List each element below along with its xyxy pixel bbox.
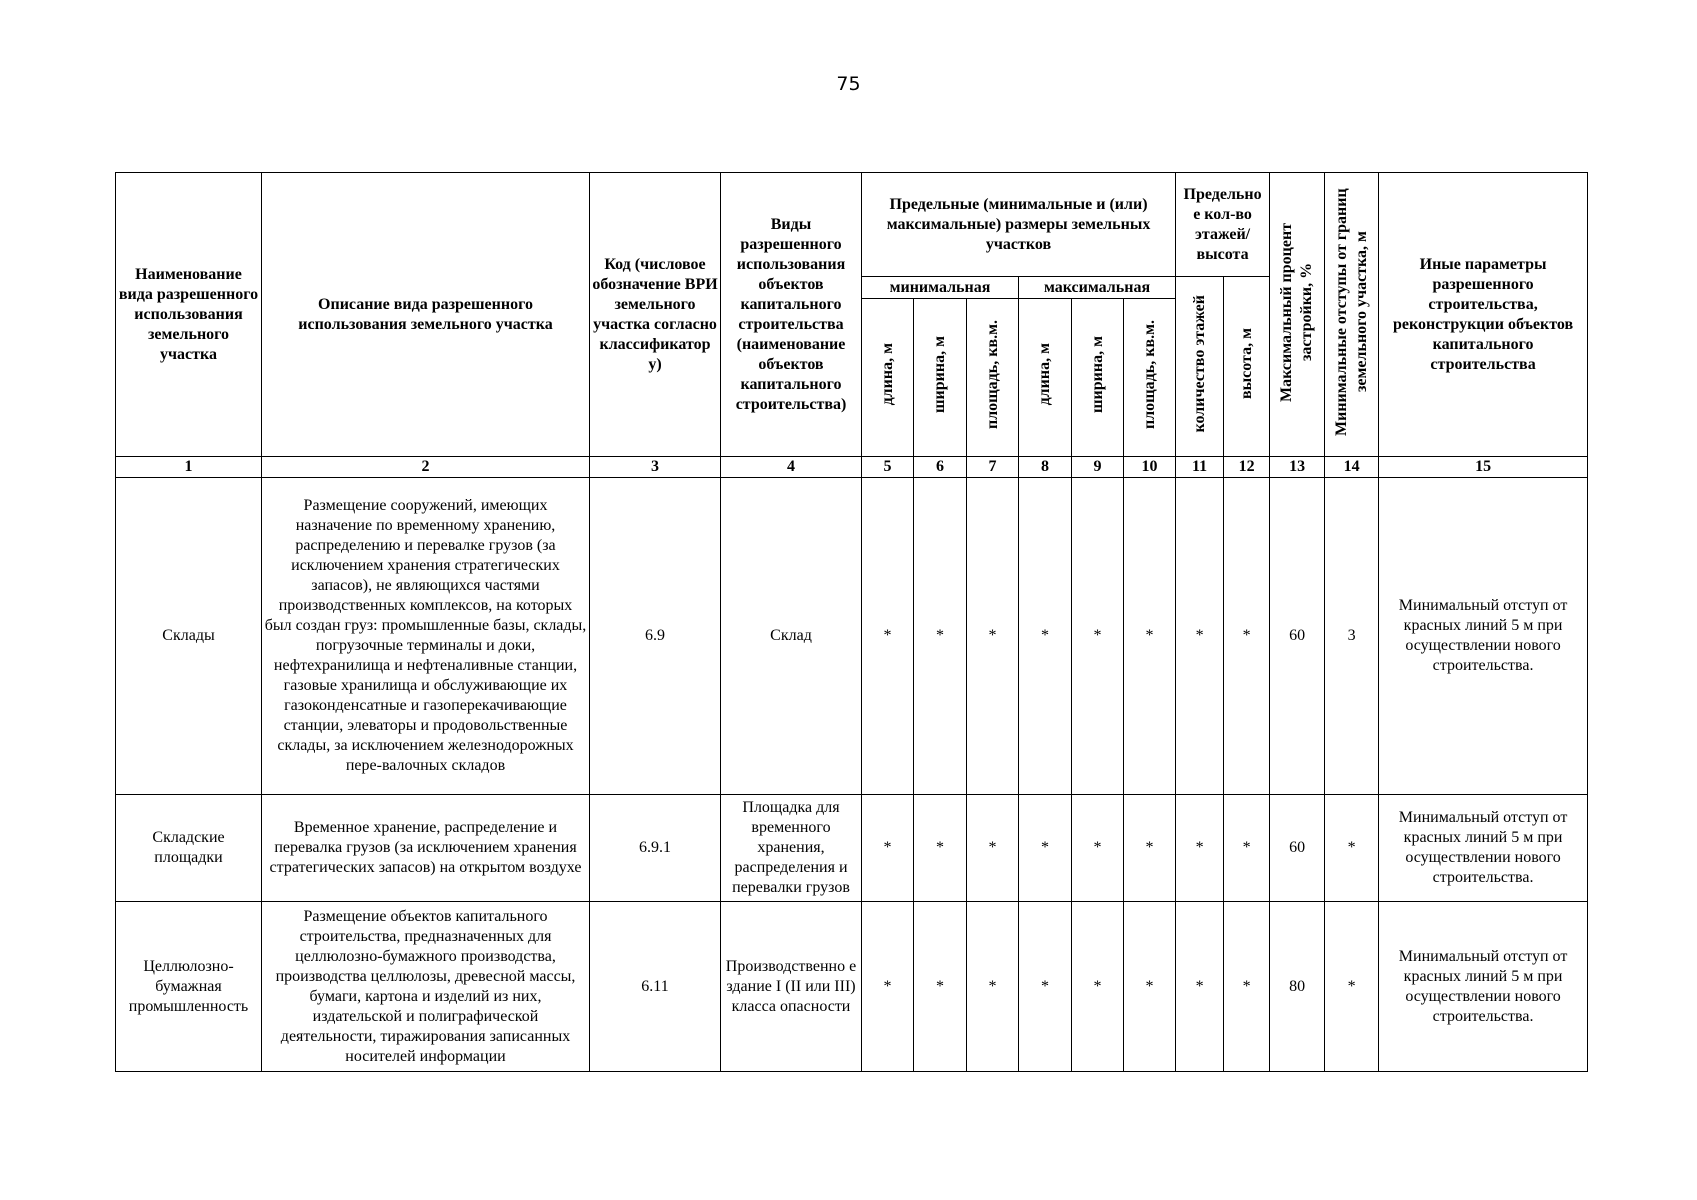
cell-min-length: * xyxy=(862,902,914,1072)
cell-other-params: Минимальный отступ от красных линий 5 м при осуществлении нового строительства. xyxy=(1379,795,1588,902)
cell-objects: Склад xyxy=(721,478,862,795)
cell-min-length: * xyxy=(862,795,914,902)
cell-description: Размещение сооружений, имеющих назначение по временному хранению, распределению и перевалке грузов (за исключением хранения стратегических запасов), не являющихся частями производственных комплексов, на которых был создан груз: промышленные базы, склады, погрузочные терминалы и доки, нефтехранилища и нефтеналивные станции, газовые хранилища и обслуживающие их газоконденсатные и газоперекачивающие станции, элеваторы и продовольственные склады, за исключением железнодорожных пере-валочных складов xyxy=(262,478,590,795)
header-min-width: ширина, м xyxy=(914,299,967,457)
header-min-group: минимальная xyxy=(862,277,1019,299)
col-number: 8 xyxy=(1019,457,1072,478)
header-floors-count: количество этажей xyxy=(1176,277,1224,457)
header-min-setback: Минимальные отступы от границ земельного участка, м xyxy=(1325,173,1379,457)
cell-description: Размещение объектов капитального строительства, предназначенных для целлюлозно-бумажного производства, производства целлюлозы, древесной массы, бумаги, картона и изделий из них, издательской и полиграфической деятельности, тиражирования записанных носителей информации xyxy=(262,902,590,1072)
cell-name: Целлюлозно-бумажная промышленность xyxy=(116,902,262,1072)
header-size-group: Предельные (минимальные и (или) максимальные) размеры земельных участков xyxy=(862,173,1176,277)
header-code: Код (числовое обозначение ВРИ земельного участка согласно классификатор у) xyxy=(590,173,721,457)
col-number: 14 xyxy=(1325,457,1379,478)
cell-max-area: * xyxy=(1124,478,1176,795)
table-row xyxy=(116,478,1588,795)
cell-name: Складские площадки xyxy=(116,795,262,902)
cell-max-width: * xyxy=(1072,478,1124,795)
header-max-area: площадь, кв.м. xyxy=(1124,299,1176,457)
cell-build-percent: 60 xyxy=(1270,795,1325,902)
cell-min-area: * xyxy=(967,795,1019,902)
cell-min-width: * xyxy=(914,795,967,902)
cell-name: Склады xyxy=(116,478,262,795)
cell-min-length: * xyxy=(862,478,914,795)
col-number: 12 xyxy=(1224,457,1270,478)
cell-height: * xyxy=(1224,902,1270,1072)
col-number: 1 xyxy=(116,457,262,478)
cell-setback: * xyxy=(1325,902,1379,1072)
col-number: 7 xyxy=(967,457,1019,478)
col-number: 5 xyxy=(862,457,914,478)
col-number: 15 xyxy=(1379,457,1588,478)
col-number: 6 xyxy=(914,457,967,478)
cell-min-area: * xyxy=(967,902,1019,1072)
header-description: Описание вида разрешенного использования земельного участка xyxy=(262,173,590,457)
cell-max-length: * xyxy=(1019,795,1072,902)
table-row xyxy=(116,795,1588,902)
col-number: 4 xyxy=(721,457,862,478)
cell-min-area: * xyxy=(967,478,1019,795)
cell-max-width: * xyxy=(1072,795,1124,902)
cell-max-area: * xyxy=(1124,795,1176,902)
cell-min-width: * xyxy=(914,478,967,795)
header-floors-group: Предельно е кол-во этажей/ высота xyxy=(1176,173,1270,277)
header-max-build-percent: Максимальный процент застройки, % xyxy=(1270,173,1325,457)
col-number: 2 xyxy=(262,457,590,478)
header-max-width: ширина, м xyxy=(1072,299,1124,457)
cell-min-width: * xyxy=(914,902,967,1072)
column-number-row xyxy=(116,457,1588,478)
cell-max-length: * xyxy=(1019,902,1072,1072)
header-other-params: Иные параметры разрешенного строительства, реконструкции объектов капитального строительства xyxy=(1379,173,1588,457)
cell-setback: * xyxy=(1325,795,1379,902)
cell-code: 6.9.1 xyxy=(590,795,721,902)
cell-code: 6.11 xyxy=(590,902,721,1072)
cell-floors: * xyxy=(1176,795,1224,902)
cell-max-length: * xyxy=(1019,478,1072,795)
header-max-group: максимальная xyxy=(1019,277,1176,299)
cell-other-params: Минимальный отступ от красных линий 5 м при осуществлении нового строительства. xyxy=(1379,478,1588,795)
cell-max-area: * xyxy=(1124,902,1176,1072)
cell-floors: * xyxy=(1176,478,1224,795)
table-row xyxy=(116,902,1588,1072)
cell-floors: * xyxy=(1176,902,1224,1072)
cell-build-percent: 60 xyxy=(1270,478,1325,795)
col-number: 3 xyxy=(590,457,721,478)
cell-code: 6.9 xyxy=(590,478,721,795)
header-objects: Виды разрешенного использования объектов капитального строительства (наименование объектов капитального строительства) xyxy=(721,173,862,457)
cell-max-width: * xyxy=(1072,902,1124,1072)
header-min-area: площадь, кв.м. xyxy=(967,299,1019,457)
cell-setback: 3 xyxy=(1325,478,1379,795)
header-height: высота, м xyxy=(1224,277,1270,457)
col-number: 9 xyxy=(1072,457,1124,478)
col-number: 13 xyxy=(1270,457,1325,478)
page-number: 75 xyxy=(836,73,861,95)
header-name: Наименование вида разрешенного использования земельного участка xyxy=(116,173,262,457)
header-max-length: длина, м xyxy=(1019,299,1072,457)
header-min-length: длина, м xyxy=(862,299,914,457)
col-number: 11 xyxy=(1176,457,1224,478)
cell-objects: Площадка для временного хранения, распределения и перевалки грузов xyxy=(721,795,862,902)
cell-build-percent: 80 xyxy=(1270,902,1325,1072)
cell-height: * xyxy=(1224,795,1270,902)
header-row-1 xyxy=(116,173,1588,277)
col-number: 10 xyxy=(1124,457,1176,478)
cell-height: * xyxy=(1224,478,1270,795)
cell-other-params: Минимальный отступ от красных линий 5 м при осуществлении нового строительства. xyxy=(1379,902,1588,1072)
cell-objects: Производственно е здание I (II или III) класса опасности xyxy=(721,902,862,1072)
zoning-parameters-table xyxy=(115,172,1588,1072)
cell-description: Временное хранение, распределение и перевалка грузов (за исключением хранения стратегических запасов) на открытом воздухе xyxy=(262,795,590,902)
